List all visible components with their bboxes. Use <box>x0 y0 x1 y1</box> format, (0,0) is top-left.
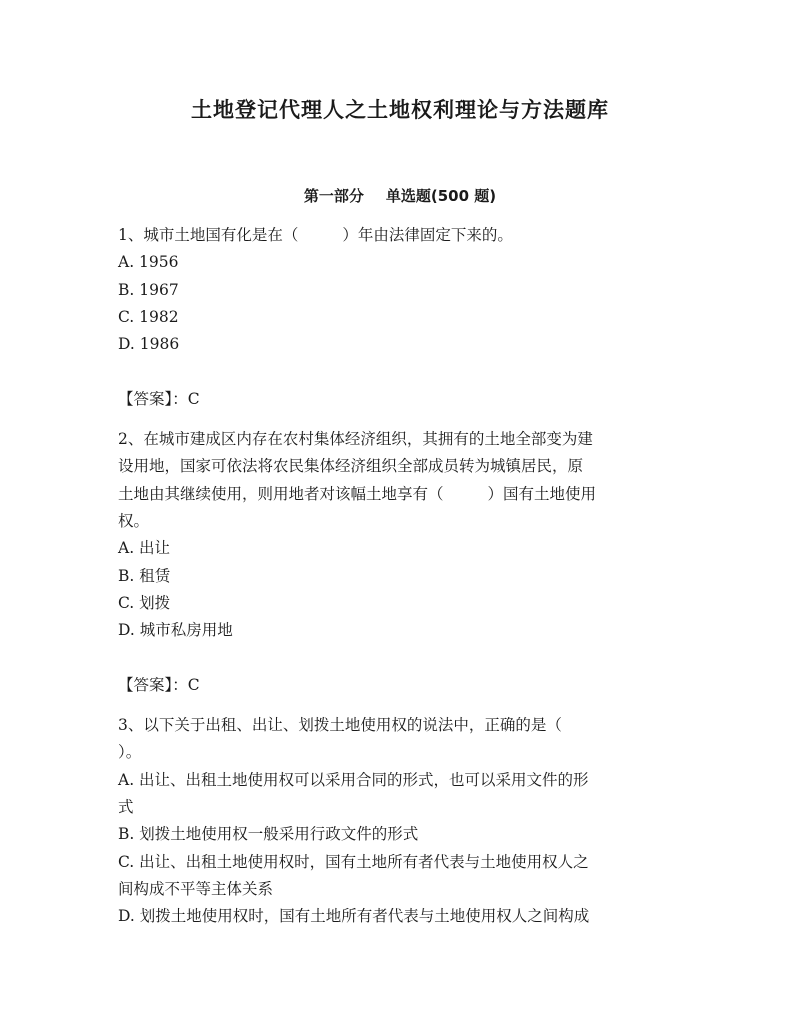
option-c: C. 出让、出租土地使用权时，国有土地所有者代表与土地使用权人之 <box>118 852 589 871</box>
section-label: 单选题(500 题) <box>385 187 497 205</box>
option-b: B. 划拨土地使用权一般采用行政文件的形式 <box>118 825 419 844</box>
option-a: A. 1956 <box>118 253 179 272</box>
question-stem: 1、城市土地国有化是在（ ）年由法律固定下来的。 <box>118 226 513 244</box>
question-stem-line: 权。 <box>118 511 150 530</box>
question-list <box>118 222 678 930</box>
page-title: 土地登记代理人之土地权利理论与方法题库 <box>191 98 609 122</box>
option-c-cont: 间构成不平等主体关系 <box>118 879 274 898</box>
question-stem-line: 设用地，国家可依法将农民集体经济组织全部成员转为城镇居民，原 <box>118 457 584 476</box>
question-1 <box>118 222 678 413</box>
option-c: C. 划拨 <box>118 593 171 612</box>
section-heading <box>0 185 800 206</box>
question-2 <box>118 426 678 699</box>
question-stem-line: 2、在城市建成区内存在农村集体经济组织，其拥有的土地全部变为建 <box>118 430 593 449</box>
section-name: 第一部分 <box>303 187 364 205</box>
answer-label: 【答案】：C <box>118 675 200 694</box>
answer-label: 【答案】：C <box>118 389 200 408</box>
option-d: D. 城市私房用地 <box>118 621 233 640</box>
option-a: A. 出让、出租土地使用权可以采用合同的形式，也可以采用文件的形 <box>118 770 589 789</box>
option-a: A. 出让 <box>118 539 171 558</box>
option-b: B. 租赁 <box>118 566 171 585</box>
option-a-cont: 式 <box>118 797 134 816</box>
question-stem-line: 3、以下关于出租、出让、划拨土地使用权的说法中，正确的是（ <box>118 716 562 735</box>
option-b: B. 1967 <box>118 280 179 299</box>
option-d: D. 划拨土地使用权时，国有土地所有者代表与土地使用权人之间构成 <box>118 907 590 926</box>
question-3 <box>118 712 678 930</box>
question-stem-line: ）。 <box>118 743 142 762</box>
question-stem-line: 土地由其继续使用，则用地者对该幅土地享有（ ）国有土地使用 <box>118 484 597 503</box>
option-c: C. 1982 <box>118 307 179 326</box>
option-d: D. 1986 <box>118 335 180 354</box>
